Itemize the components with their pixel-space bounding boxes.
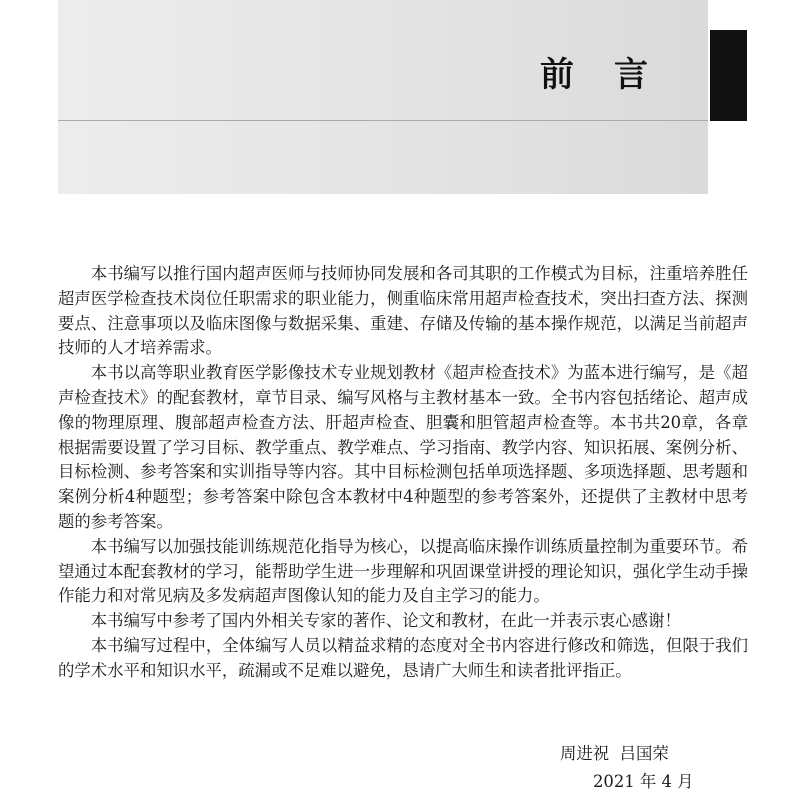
- preface-paragraph-4: 本书编写中参考了国内外相关专家的著作、论文和教材，在此一并表示衷心感谢！: [90, 611, 681, 631]
- preface-paragraph-3: 本书编写以加强技能训练规范化指导为核心，以提高临床操作训练质量控制为重要环节。希望通过本配套教材的学习，能帮助学生进一步理解和巩固课堂讲授的理论知识，强化学生动手操作能力和对常见病及多发病超声图像认知的能力及自主学习的能力。: [58, 536, 748, 606]
- signature-block: [560, 742, 760, 794]
- preface-paragraph-1: 本书编写以推行国内超声医师与技师协同发展和各司其职的工作模式为目标，注重培养胜任超声医学检查技术岗位任职需求的职业能力，侧重临床常用超声检查技术，突出扫查方法、探测要点、注意事项以及临床图像与数据采集、重建、存储及传输的基本操作规范，以满足当前超声技师的人才培养需求。: [58, 264, 748, 358]
- preface-body: [58, 262, 748, 684]
- signature-authors: 周进祝 吕国荣: [560, 744, 669, 763]
- header-divider: [58, 120, 708, 121]
- header-accent-bar: [710, 30, 747, 121]
- preface-paragraph-2: 本书以高等职业教育医学影像技术专业规划教材《超声检查技术》为蓝本进行编写，是《超声检查技术》的配套教材，章节目录、编写风格与主教材基本一致。全书内容包括绪论、超声成像的物理原理、腹部超声检查方法、肝超声检查、胆囊和胆管超声检查等。本书共20章，各章根据需要设置了学习目标、教学重点、教学难点、学习指南、教学内容、知识拓展、案例分析、目标检测、参考答案和实训指导等内容。其中目标检测包括单项选择题、多项选择题、思考题和案例分析4种题型；参考答案中除包含本教材中4种题型的参考答案外，还提供了主教材中思考题的参考答案。: [58, 363, 748, 531]
- page-title: 前言: [540, 55, 688, 95]
- preface-paragraph-5: 本书编写过程中，全体编写人员以精益求精的态度对全书内容进行修改和筛选，但限于我们的学术水平和知识水平，疏漏或不足难以避免，恳请广大师生和读者批评指正。: [58, 635, 748, 680]
- signature-date: 2021 年 4 月: [593, 772, 694, 791]
